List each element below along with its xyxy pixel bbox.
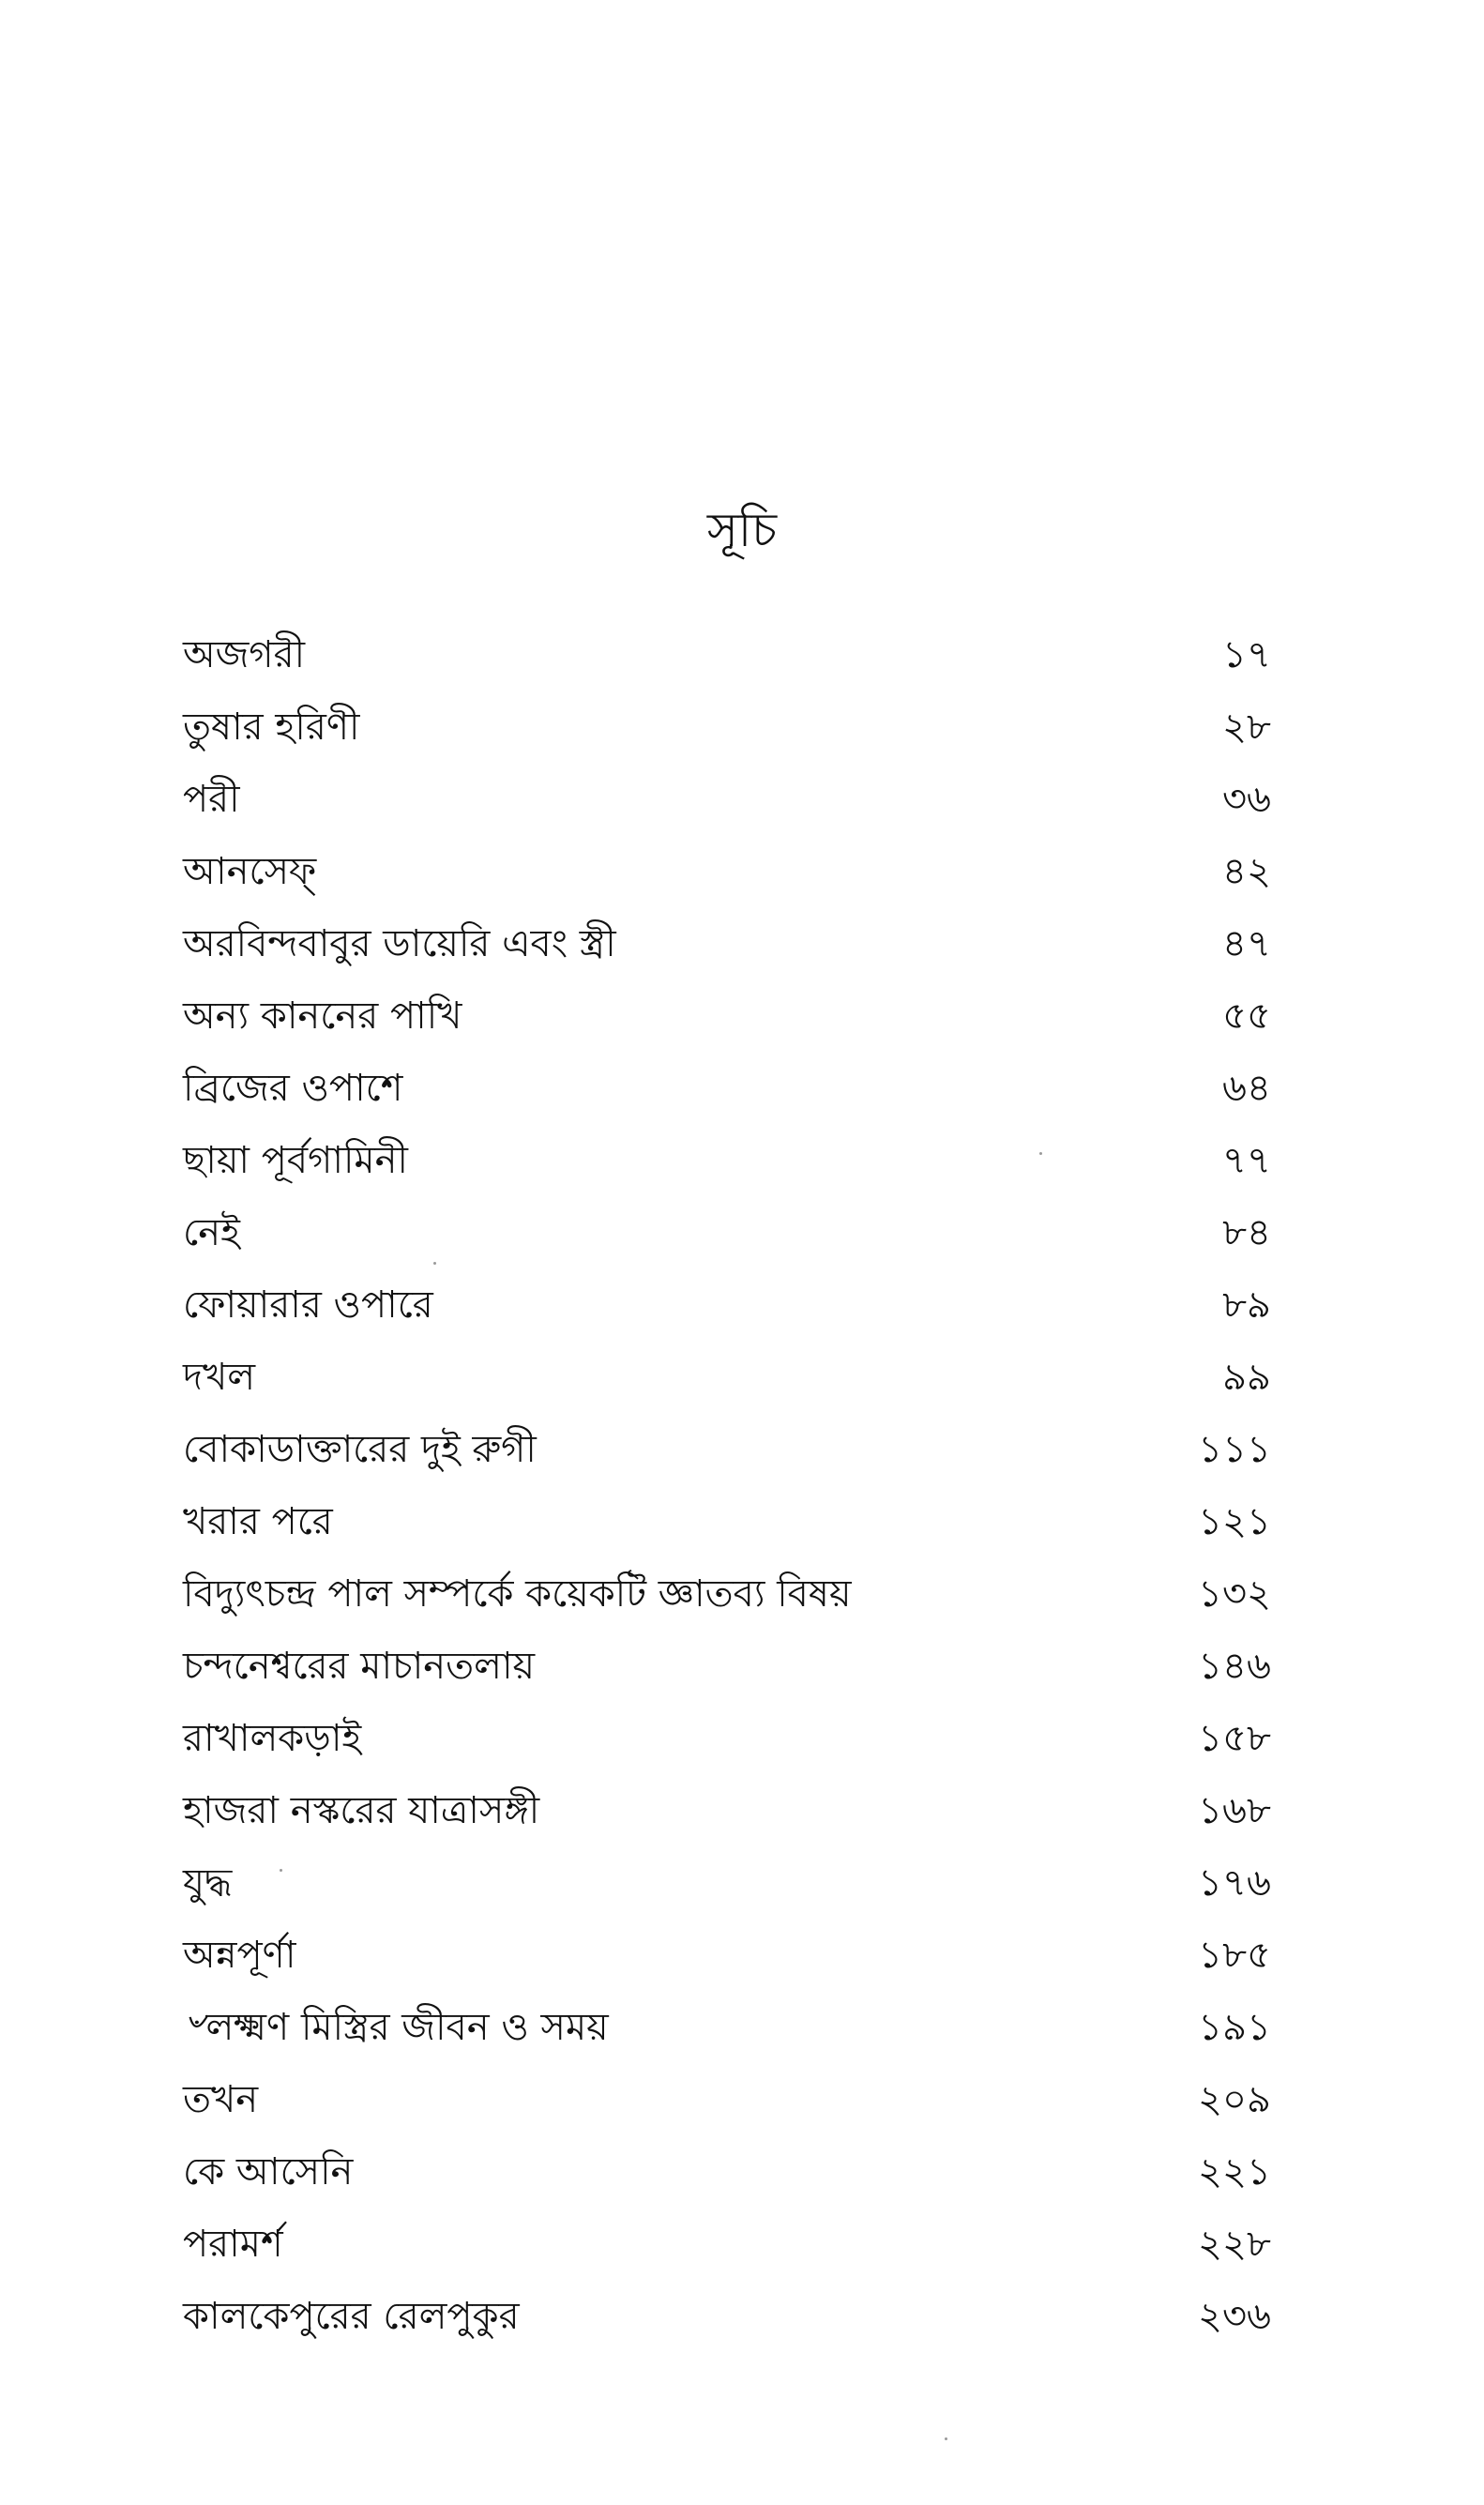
entry-title: রাখালকড়াই: [183, 1717, 362, 1760]
entry-page-number: ৯৯: [1222, 1356, 1271, 1399]
entry-page-number: ৩৬: [1221, 778, 1271, 821]
entry-page-number: ২২৮: [1198, 2223, 1271, 2266]
toc-entry: [183, 2136, 1271, 2209]
toc-entry: [183, 1053, 1271, 1125]
toc-entry: [183, 1847, 1271, 1920]
toc-entry: [183, 1920, 1271, 1992]
entry-page-number: ২৮: [1222, 706, 1271, 749]
entry-title: অজগরী: [183, 633, 306, 676]
toc-entry: [183, 1486, 1271, 1558]
page-title: সূচি: [706, 503, 778, 557]
entry-page-number: ২৩৬: [1197, 2295, 1271, 2338]
entry-page-number: ৪২: [1222, 850, 1271, 893]
entry-title: নেই: [183, 1211, 240, 1254]
entry-page-number: ২০৯: [1198, 2078, 1271, 2121]
toc-entry: [183, 1125, 1271, 1197]
toc-entry: [183, 1269, 1271, 1342]
toc-entry: [183, 1703, 1271, 1775]
entry-page-number: ১১১: [1198, 1428, 1271, 1471]
entry-title: কে আসেনি: [183, 2150, 354, 2194]
entry-title: ব্রিজের ওপাশে: [183, 1067, 403, 1110]
entry-page-number: ১৩২: [1198, 1572, 1271, 1616]
entry-title: যুদ্ধ: [183, 1861, 233, 1905]
entry-page-number: ১৮৫: [1198, 1934, 1271, 1977]
table-of-contents: [183, 619, 1271, 2353]
entry-title: বোকাডাক্তারের দুই রুগী: [183, 1428, 537, 1471]
entry-page-number: ৫৫: [1222, 994, 1271, 1038]
entry-title: হাজরা নস্করের যাত্রাসঙ্গী: [183, 1789, 540, 1832]
entry-title: তখন: [183, 2078, 259, 2121]
entry-title: কালকেপুরের রেলপুকুর: [183, 2295, 520, 2338]
entry-title: তুষার হরিণী: [183, 706, 360, 749]
entry-page-number: ৮৪: [1222, 1211, 1271, 1254]
entry-title: বিদ্যুৎচন্দ্র পাল সম্পর্কে কয়েকটি জ্ঞাতব্য বিষয়: [183, 1572, 852, 1616]
toc-entry: [183, 836, 1271, 908]
entry-page-number: ১৭: [1222, 633, 1271, 676]
scan-speck: [1039, 1152, 1042, 1155]
entry-title: পরী: [183, 778, 240, 821]
entry-page-number: ১২১: [1198, 1500, 1271, 1543]
toc-entry: [183, 1558, 1271, 1631]
toc-entry: [183, 1775, 1271, 1847]
entry-title: খরার পরে: [183, 1500, 333, 1543]
entry-title: চন্দনেশ্বরের মাচানতলায়: [183, 1645, 536, 1688]
toc-entry: [183, 908, 1271, 980]
scan-speck: [433, 1262, 436, 1265]
entry-page-number: ৮৯: [1222, 1283, 1271, 1327]
toc-entry: [183, 2281, 1271, 2353]
entry-title: পরামর্শ: [183, 2223, 283, 2266]
toc-entry: [183, 2209, 1271, 2281]
scan-speck: [945, 2437, 947, 2440]
entry-page-number: ৭৭: [1221, 1139, 1271, 1182]
toc-entry: [183, 1631, 1271, 1703]
entry-page-number: ১৯১: [1198, 2006, 1271, 2049]
toc-entry: [183, 1992, 1271, 2064]
toc-entry: [183, 980, 1271, 1053]
scan-speck: [280, 1869, 282, 1872]
toc-entry: [183, 1342, 1271, 1414]
toc-entry: [183, 2064, 1271, 2136]
entry-title: ৺লক্ষ্মণ মিস্ত্রির জীবন ও সময়: [183, 2006, 609, 2049]
toc-entry: [183, 619, 1271, 691]
entry-page-number: ১৬৮: [1198, 1789, 1271, 1832]
toc-entry: [183, 691, 1271, 764]
entry-title: অরবিন্দবাবুর ডায়েরি এবং স্ত্রী: [183, 922, 616, 965]
entry-title: দখল: [183, 1356, 256, 1399]
entry-page-number: ৪৭: [1222, 922, 1271, 965]
entry-page-number: ৬৪: [1222, 1067, 1271, 1110]
entry-page-number: ২২১: [1198, 2150, 1271, 2194]
entry-page-number: ১৫৮: [1198, 1717, 1271, 1760]
entry-title: অন্নপূর্ণা: [183, 1934, 296, 1977]
entry-title: আনসেফ্: [183, 850, 316, 893]
entry-title: অন্য কাননের পাখি: [183, 994, 462, 1038]
toc-entry: [183, 1414, 1271, 1486]
entry-title: ফোয়ারার ওপারে: [183, 1283, 433, 1327]
entry-title: ছায়া পূর্বগামিনী: [183, 1139, 408, 1182]
toc-entry: [183, 1197, 1271, 1269]
entry-page-number: ১৭৬: [1198, 1861, 1271, 1905]
entry-page-number: ১৪৬: [1198, 1645, 1271, 1688]
toc-entry: [183, 764, 1271, 836]
